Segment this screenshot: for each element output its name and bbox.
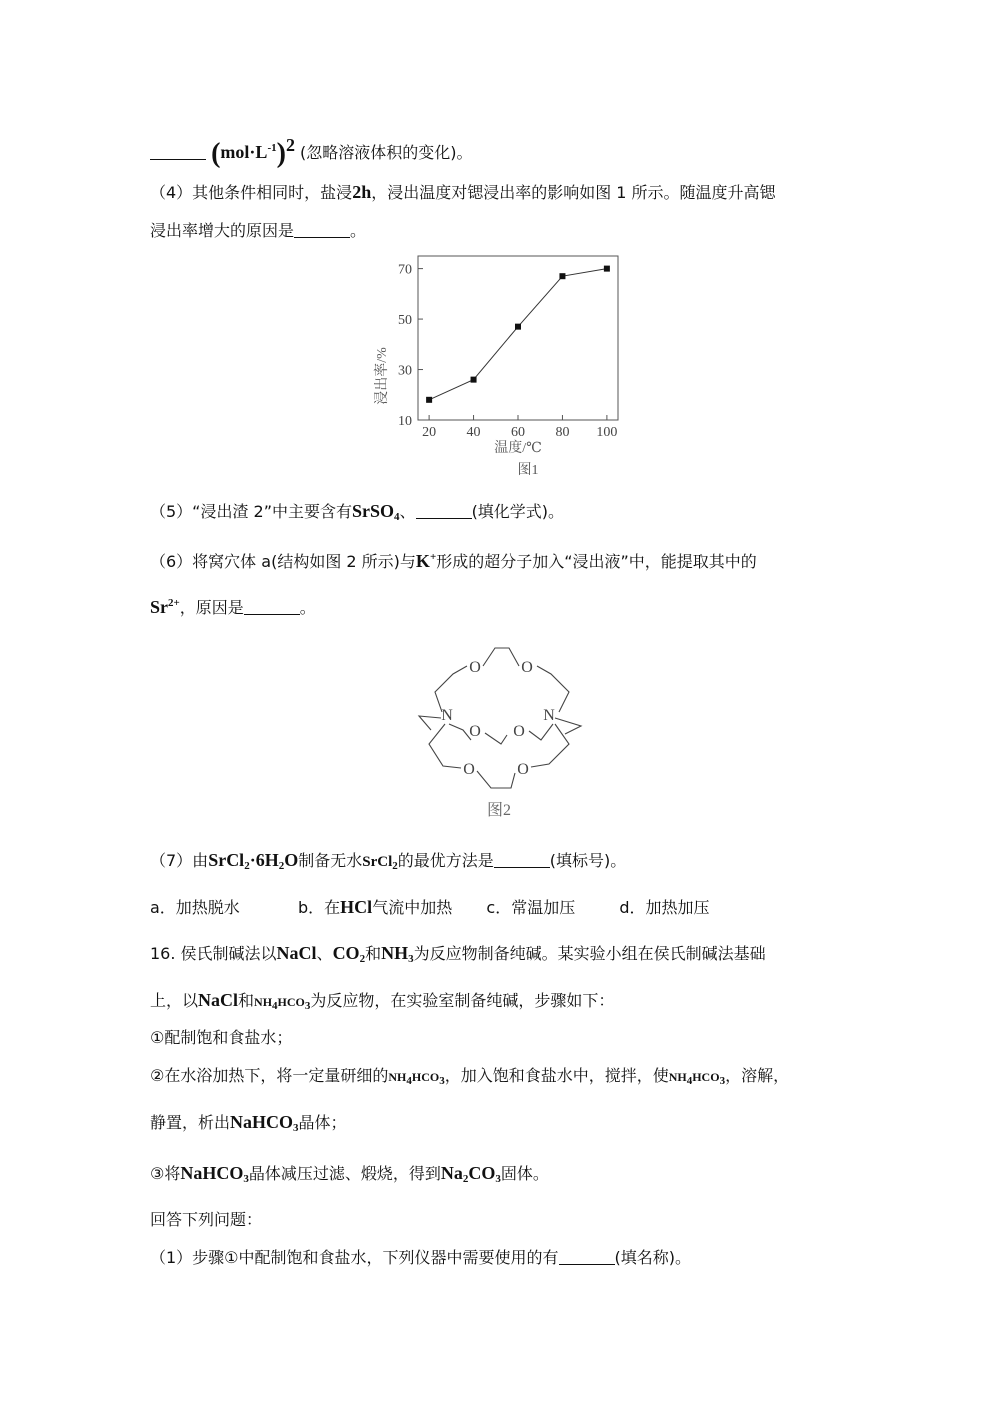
y-tick-label: 70 bbox=[398, 262, 412, 278]
unit-line bbox=[150, 133, 473, 169]
answer-blank bbox=[294, 221, 350, 238]
unit-power: 2 bbox=[285, 135, 295, 155]
k-ion: K+ bbox=[415, 551, 437, 571]
oxygen-atom: O bbox=[469, 723, 481, 740]
option-c: c．常温加压 bbox=[486, 898, 576, 917]
nitrogen-atoms bbox=[441, 707, 555, 724]
series-line bbox=[429, 269, 607, 400]
step3: ③将NaHCO$_3$晶体减压过滤、煅烧，得到$Na_2CO_3$固体。 bbox=[150, 1163, 549, 1185]
x-tick-label: 80 bbox=[555, 425, 570, 440]
nh4hco3-formula: $NH_4HCO_3$ bbox=[388, 1070, 445, 1087]
x-ticks bbox=[422, 415, 617, 440]
nahco3-formula: NaHCO$_3$ bbox=[180, 1163, 249, 1185]
q4-line2: 浸出率增大的原因是 。 bbox=[150, 221, 367, 240]
na2co3-formula: $Na_2CO_3$ bbox=[440, 1163, 501, 1185]
q16-line1: 16. 侯氏制碱法以NaCl、$CO_2$和$NH_3$为反应物制备纯碱。某实验小组在侯氏制碱法基础 bbox=[150, 943, 766, 965]
y-tick-label: 30 bbox=[398, 363, 412, 379]
oxygen-atom: O bbox=[513, 723, 525, 740]
answer-blank bbox=[150, 143, 206, 160]
y-tick-label: 50 bbox=[398, 313, 412, 329]
oxygen-atom: O bbox=[469, 659, 481, 676]
figure2-caption: 图2 bbox=[486, 802, 512, 819]
srso4-formula: SrSO$_4$ bbox=[352, 501, 400, 523]
option-b: b．在HCl气流中加热 bbox=[298, 897, 453, 917]
answer-blank bbox=[416, 502, 472, 519]
figure2-cryptand bbox=[405, 640, 595, 825]
q16-line2: 上，以NaCl和$NH_4HCO_3$为反应物，在实验室制备纯碱，步骤如下： bbox=[150, 990, 615, 1012]
q16-1-line: （1）步骤①中配制饱和食盐水，下列仪器中需要使用的有 (填名称)。 bbox=[150, 1248, 692, 1267]
srcl2-hydrate-formula: $SrCl_2\cdot 6H_2O$ bbox=[208, 850, 299, 872]
step2-line2: 静置，析出NaHCO$_3$晶体； bbox=[150, 1112, 347, 1134]
co2-formula: $CO_2$ bbox=[332, 943, 366, 965]
step1: ①配制饱和食盐水； bbox=[150, 1028, 293, 1047]
oxygen-atom: O bbox=[517, 761, 529, 778]
nacl-formula: NaCl bbox=[276, 943, 317, 963]
options-line bbox=[150, 895, 710, 920]
y-tick-label: 10 bbox=[398, 414, 412, 429]
q6-line1: （6）将窝穴体 a(结构如图 2 所示)与K+形成的超分子加入“浸出液”中，能提取其中的 bbox=[150, 551, 757, 571]
nitrogen-atom: N bbox=[441, 707, 453, 724]
data-point bbox=[471, 377, 477, 383]
figure1-chart bbox=[360, 248, 640, 488]
answer-blank bbox=[244, 598, 300, 615]
nahco3-formula: NaHCO$_3$ bbox=[230, 1112, 299, 1134]
sr-ion: $Sr^{2+}$ bbox=[150, 597, 180, 617]
q5-line: （5）“浸出渣 2”中主要含有SrSO$_4$、 (填化学式)。 bbox=[150, 501, 565, 523]
unit-formula: $mol\cdot L^{-1}$ bbox=[220, 142, 277, 162]
x-tick-label: 100 bbox=[596, 425, 618, 440]
nitrogen-atom: N bbox=[543, 707, 555, 724]
y-ticks bbox=[398, 263, 423, 429]
answer-blank bbox=[559, 1248, 615, 1265]
figure1-caption: 图1 bbox=[517, 463, 539, 478]
data-point bbox=[604, 266, 610, 272]
data-point bbox=[559, 273, 565, 279]
x-tick-label: 20 bbox=[422, 425, 437, 440]
time-value: 2h bbox=[352, 182, 372, 202]
data-points bbox=[426, 266, 610, 403]
nh4hco3-formula: $NH_4HCO_3$ bbox=[254, 995, 311, 1012]
x-axis-label: 温度/℃ bbox=[494, 441, 542, 456]
answer-blank bbox=[494, 851, 550, 868]
oxygen-atom: O bbox=[463, 761, 475, 778]
x-tick-label: 60 bbox=[511, 425, 525, 440]
plot-frame bbox=[418, 256, 618, 420]
option-d: d．加热加压 bbox=[619, 898, 710, 917]
srcl2-formula: SrCl$_2$ bbox=[362, 854, 398, 872]
q7-line: （7）由$SrCl_2\cdot 6H_2O$制备无水SrCl$_2$的最优方法是 (填标号)。 bbox=[150, 850, 627, 872]
option-a: a．加热脱水 bbox=[150, 898, 240, 917]
x-tick-label: 40 bbox=[466, 425, 481, 440]
q6-line2: $Sr^{2+}$，原因是 。 bbox=[150, 597, 316, 617]
close-paren: ) bbox=[276, 138, 286, 169]
nh4hco3-formula: $NH_4HCO_3$ bbox=[668, 1070, 726, 1087]
data-point bbox=[515, 324, 521, 330]
answer-prompt: 回答下列问题： bbox=[150, 1210, 263, 1229]
oxygen-atoms bbox=[463, 659, 533, 778]
y-axis-label: 浸出率/% bbox=[375, 347, 390, 405]
step2-line1: ②在水浴加热下，将一定量研细的$NH_4HCO_3$，加入饱和食盐水中，搅拌，使$NH_4HCO_3$，溶解， bbox=[150, 1066, 790, 1087]
nacl-formula: NaCl bbox=[198, 990, 239, 1010]
q4-line1: （4）其他条件相同时，盐浸2h，浸出温度对锶浸出率的影响如图 1 所示。随温度升高锶 bbox=[150, 182, 776, 202]
oxygen-atom: O bbox=[521, 659, 533, 676]
note-text: (忽略溶液体积的变化)。 bbox=[300, 143, 473, 162]
open-paren: ( bbox=[211, 138, 221, 169]
nh3-formula: $NH_3$ bbox=[381, 943, 414, 965]
data-point bbox=[426, 397, 432, 403]
